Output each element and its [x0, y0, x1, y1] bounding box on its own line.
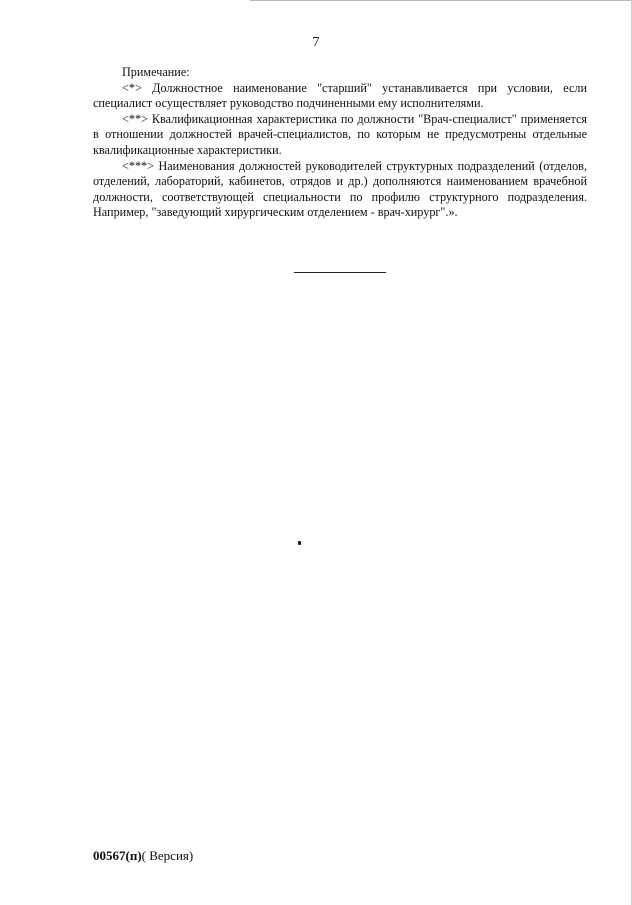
separator-line	[294, 272, 386, 273]
scan-speck	[298, 541, 301, 545]
notes-section	[93, 65, 587, 221]
page-number: 7	[312, 35, 320, 50]
document-footer	[93, 848, 193, 864]
note-department-heads: <***> Наименования должностей руководителей структурных подразделений (отделов, отделений, лабораторий, кабинетов, отрядов и др.) дополняются наименованием врачебной должности, соответствующей специальности по профилю структурного подразделения. Например, "заведующий хирургическим отделением - врач-хирург".».	[93, 158, 587, 220]
document-code: 00567(п)	[93, 848, 142, 863]
scan-top-edge	[250, 0, 632, 1]
notes-heading: Примечание:	[122, 65, 190, 79]
note-doctor-specialist: <**> Квалификационная характеристика по должности "Врач-специалист" применяется в отношении должностей врачей-специалистов, по которым не предусмотрены отдельные квалификационные характеристики.	[93, 111, 587, 157]
note-senior-title: <*> Должностное наименование "старший" устанавливается при условии, если специалист осуществляет руководство подчиненными ему исполнителями.	[93, 80, 587, 111]
document-version: ( Версия)	[141, 848, 194, 863]
